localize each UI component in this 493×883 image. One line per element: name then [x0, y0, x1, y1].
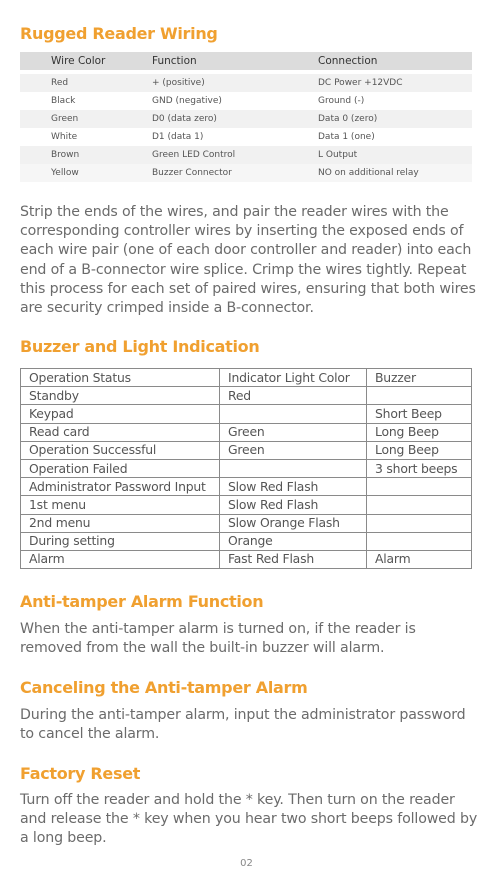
- buzzer-signal: Short Beep: [367, 405, 472, 423]
- indicator-light: [220, 459, 367, 477]
- buzzer-header-status: Operation Status: [21, 369, 220, 387]
- wire-connection: L Output: [318, 150, 358, 160]
- buzzer-signal: [367, 514, 472, 532]
- buzzer-table-header: [21, 369, 472, 387]
- operation-status: Read card: [21, 423, 220, 441]
- buzzer-row: [21, 532, 472, 550]
- buzzer-signal: [367, 478, 472, 496]
- wiring-instructions: Strip the ends of the wires, and pair the reader wires with the corresponding controller wires by inserting the exposed ends of each wire pair (one of each door controller and reader) into each end of a B-connector wire splice. Crimp the wires tightly. Repeat this process for each set of paired wires, ensuring that both wires are security crimped inside a B-connector.: [20, 204, 476, 317]
- buzzer-row: [21, 405, 472, 423]
- wire-connection: Ground (-): [318, 96, 365, 106]
- indicator-light: Red: [220, 387, 367, 405]
- wire-connection: NO on additional relay: [318, 168, 419, 178]
- buzzer-signal: [367, 532, 472, 550]
- buzzer-signal: 3 short beeps: [367, 459, 472, 477]
- antitamper-title: Anti-tamper Alarm Function: [20, 592, 264, 611]
- buzzer-row: [21, 423, 472, 441]
- operation-status: Alarm: [21, 550, 220, 568]
- wire-color: Black: [51, 96, 76, 106]
- wiring-table-header: [20, 52, 472, 70]
- buzzer-header-light: Indicator Light Color: [220, 369, 367, 387]
- wiring-row: [20, 92, 472, 110]
- indicator-light: [220, 405, 367, 423]
- buzzer-row: [21, 496, 472, 514]
- reset-text: Turn off the reader and hold the * key. Then turn on the reader and release the * key when you hear two short beeps followed by a long beep.: [20, 792, 478, 847]
- page-number: 02: [240, 858, 253, 869]
- wire-connection: DC Power +12VDC: [318, 78, 403, 88]
- operation-status: Operation Failed: [21, 459, 220, 477]
- buzzer-table: [20, 368, 472, 569]
- wiring-title: Rugged Reader Wiring: [20, 24, 218, 43]
- reset-title: Factory Reset: [20, 764, 141, 783]
- operation-status: Keypad: [21, 405, 220, 423]
- wire-color: Yellow: [51, 168, 79, 178]
- indicator-light: Slow Red Flash: [220, 478, 367, 496]
- buzzer-row: [21, 478, 472, 496]
- operation-status: 2nd menu: [21, 514, 220, 532]
- buzzer-signal: [367, 387, 472, 405]
- indicator-light: Orange: [220, 532, 367, 550]
- buzzer-row: [21, 459, 472, 477]
- buzzer-signal: [367, 496, 472, 514]
- wiring-row: [20, 74, 472, 92]
- wire-color: Red: [51, 78, 69, 88]
- buzzer-signal: Alarm: [367, 550, 472, 568]
- wire-function: GND (negative): [152, 96, 222, 106]
- wire-color: White: [51, 132, 78, 142]
- wire-color: Brown: [51, 150, 80, 160]
- cancel-text: During the anti-tamper alarm, input the administrator password to cancel the alarm.: [20, 707, 466, 743]
- buzzer-row: [21, 441, 472, 459]
- indicator-light: Slow Orange Flash: [220, 514, 367, 532]
- wiring-header-connection: Connection: [318, 55, 378, 67]
- buzzer-row: [21, 550, 472, 568]
- wire-function: Green LED Control: [152, 150, 236, 160]
- operation-status: Standby: [21, 387, 220, 405]
- operation-status: Operation Successful: [21, 441, 220, 459]
- indicator-light: Slow Red Flash: [220, 496, 367, 514]
- indicator-light: Green: [220, 423, 367, 441]
- buzzer-header-buzzer: Buzzer: [367, 369, 472, 387]
- wire-function: D1 (data 1): [152, 132, 204, 142]
- buzzer-title: Buzzer and Light Indication: [20, 337, 260, 356]
- wire-function: + (positive): [152, 78, 205, 88]
- buzzer-row: [21, 514, 472, 532]
- wiring-table: [20, 52, 472, 182]
- wiring-row: [20, 128, 472, 146]
- wiring-row: [20, 164, 472, 182]
- wiring-row: [20, 146, 472, 164]
- buzzer-row: [21, 387, 472, 405]
- wiring-header-function: Function: [152, 55, 197, 67]
- wire-function: Buzzer Connector: [152, 168, 232, 178]
- indicator-light: Fast Red Flash: [220, 550, 367, 568]
- buzzer-signal: Long Beep: [367, 441, 472, 459]
- operation-status: During setting: [21, 532, 220, 550]
- wire-connection: Data 1 (one): [318, 132, 375, 142]
- antitamper-text: When the anti-tamper alarm is turned on, if the reader is removed from the wall the built-in buzzer will alarm.: [20, 621, 416, 657]
- indicator-light: Green: [220, 441, 367, 459]
- wire-connection: Data 0 (zero): [318, 114, 378, 124]
- wiring-header-color: Wire Color: [51, 55, 106, 67]
- operation-status: 1st menu: [21, 496, 220, 514]
- wire-function: D0 (data zero): [152, 114, 217, 124]
- wiring-row: [20, 110, 472, 128]
- wire-color: Green: [51, 114, 79, 124]
- buzzer-signal: Long Beep: [367, 423, 472, 441]
- cancel-title: Canceling the Anti-tamper Alarm: [20, 678, 308, 697]
- operation-status: Administrator Password Input: [21, 478, 220, 496]
